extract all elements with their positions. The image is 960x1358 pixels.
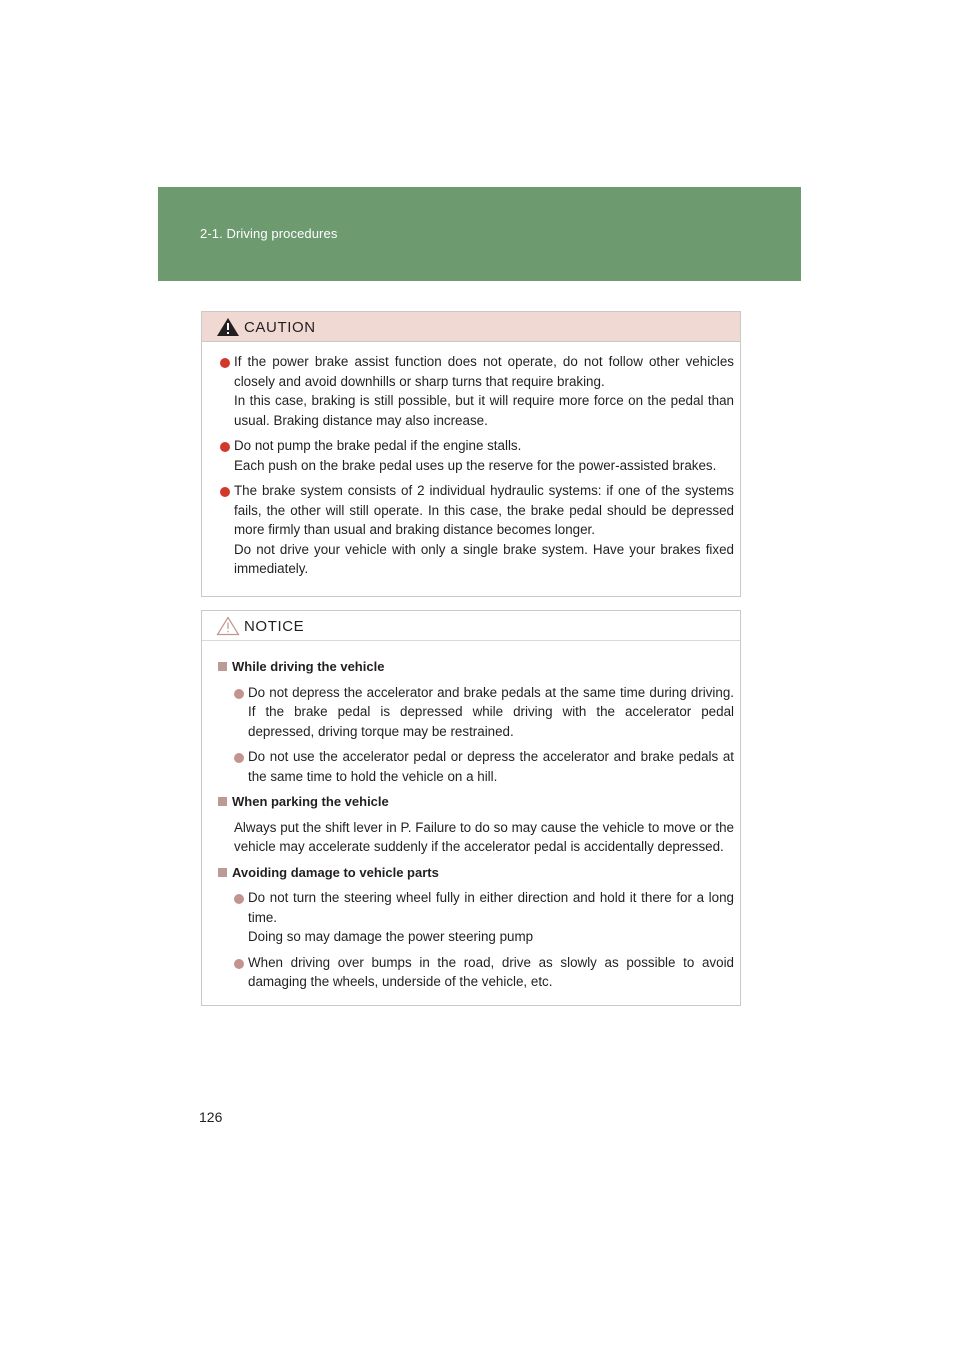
- warning-triangle-icon: [216, 317, 240, 337]
- square-bullet-icon: [218, 662, 227, 671]
- caution-item-text: The brake system consists of 2 individual hydraulic systems: if one of the systems fails, the other will still operate. In this case, the brake pedal should be depressed more firmly than usual and braking distance becomes longer. Do not drive your vehicle with only a single brake system. Have your brakes fixed immediately.: [234, 483, 734, 576]
- section-header-band: [158, 187, 801, 281]
- notice-subheading: [216, 792, 734, 812]
- notice-header: [202, 611, 740, 641]
- notice-body: [202, 641, 740, 992]
- bullet-dot-icon: [220, 358, 230, 368]
- section-title: 2-1. Driving procedures: [200, 226, 338, 241]
- square-bullet-icon: [218, 797, 227, 806]
- bullet-dot-icon: [234, 959, 244, 969]
- bullet-dot-icon: [234, 753, 244, 763]
- caution-item: [216, 352, 734, 430]
- caution-title: CAUTION: [244, 319, 316, 336]
- caution-item: [216, 481, 734, 579]
- notice-item-text: Do not depress the accelerator and brake pedals at the same time during driving. If the brake pedal is depressed while driving with the accelerator pedal depressed, driving torque may be restrained.: [248, 684, 734, 739]
- notice-item: [230, 953, 734, 992]
- notice-sub-items: [216, 683, 734, 787]
- page-number: 126: [199, 1109, 223, 1125]
- bullet-dot-icon: [234, 894, 244, 904]
- caution-item-text: If the power brake assist function does not operate, do not follow other vehicles closely and avoid downhills or sharp turns that require braking. In this case, braking is still possible, but it will require more force on the pedal than usual. Braking distance may also increase.: [234, 354, 734, 428]
- notice-subheading-text: While driving the vehicle: [232, 659, 385, 674]
- notice-item-text: When driving over bumps in the road, drive as slowly as possible to avoid damaging the wheels, underside of the vehicle, etc.: [248, 954, 734, 989]
- notice-item: [230, 683, 734, 742]
- caution-body: [202, 342, 740, 579]
- notice-sub-items: [216, 888, 734, 992]
- caution-item-text: Do not pump the brake pedal if the engine stalls. Each push on the brake pedal uses up the reserve for the power-assisted brakes.: [234, 438, 717, 473]
- notice-item-text: Do not use the accelerator pedal or depress the accelerator and brake pedals at the same time to hold the vehicle on a hill.: [248, 749, 734, 784]
- notice-subheading-text: Avoiding damage to vehicle parts: [232, 864, 439, 880]
- caution-item: [216, 436, 734, 475]
- notice-item-text: Do not turn the steering wheel fully in either direction and hold it there for a long time. Doing so may damage the power steering pump: [248, 890, 734, 944]
- bullet-dot-icon: [234, 689, 244, 699]
- notice-item: [230, 747, 734, 786]
- notice-paragraph: Always put the shift lever in P. Failure to do so may cause the vehicle to move or the vehicle may accelerate suddenly if the accelerator pedal is accidentally depressed.: [234, 819, 734, 854]
- caution-box: [201, 311, 741, 597]
- notice-item: [230, 888, 734, 947]
- notice-subheading: [216, 657, 734, 677]
- notice-title: NOTICE: [244, 618, 305, 635]
- notice-subheading: [216, 863, 734, 883]
- caution-header: [202, 312, 740, 342]
- square-bullet-icon: [218, 868, 227, 877]
- bullet-dot-icon: [220, 442, 230, 452]
- bullet-dot-icon: [220, 487, 230, 497]
- notice-subheading-text: When parking the vehicle: [232, 794, 389, 809]
- notice-box: [201, 610, 741, 1006]
- warning-triangle-outline-icon: [216, 616, 240, 636]
